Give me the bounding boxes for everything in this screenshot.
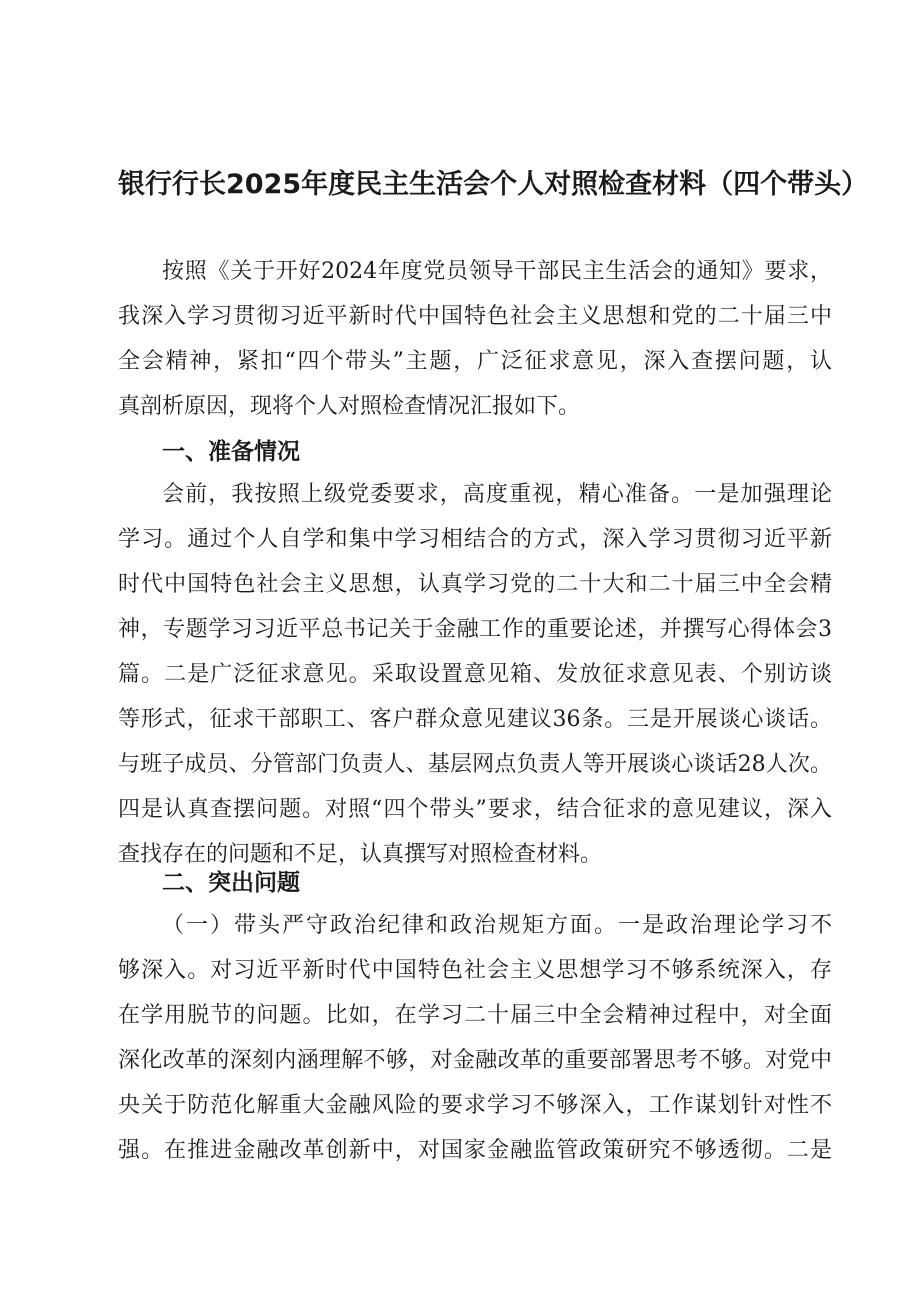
paragraph-line: 会前，我按照上级党委要求，高度重视，精心准备。一是加强理论 <box>162 482 832 507</box>
paragraph-line: 四是认真查摆问题。对照“四个带头”要求，结合征求的意见建议，深入 <box>118 797 832 822</box>
paragraph-line: 等形式，征求干部职工、客户群众意见建议36条。三是开展谈心谈话。 <box>118 707 832 732</box>
paragraph-line: 时代中国特色社会主义思想，认真学习党的二十大和二十届三中全会精 <box>118 572 832 597</box>
paragraph-line: （一）带头严守政治纪律和政治规矩方面。一是政治理论学习不 <box>162 913 832 938</box>
paragraph-line: 查找存在的问题和不足，认真撰写对照检查材料。 <box>118 842 603 867</box>
paragraph-line: 强。在推进金融改革创新中，对国家金融监管政策研究不够透彻。二是 <box>118 1138 832 1163</box>
paragraph-line: 与班子成员、分管部门负责人、基层网点负责人等开展谈心谈话28人次。 <box>118 752 832 777</box>
paragraph-line: 我深入学习贯彻习近平新时代中国特色社会主义思想和党的二十届三中 <box>118 304 832 329</box>
paragraph-line: 按照《关于开好2024年度党员领导干部民主生活会的通知》要求， <box>162 259 832 284</box>
paragraph-line: 央关于防范化解重大金融风险的要求学习不够深入，工作谋划针对性不 <box>118 1093 832 1118</box>
paragraph-line: 篇。二是广泛征求意见。采取设置意见箱、发放征求意见表、个别访谈 <box>118 662 832 687</box>
paragraph-line: 全会精神，紧扣“四个带头”主题，广泛征求意见，深入查摆问题，认 <box>118 349 832 374</box>
paragraph-line: 神，专题学习习近平总书记关于金融工作的重要论述，并撰写心得体会3 <box>118 617 832 642</box>
document-title: 银行行长2025年度民主生活会个人对照检查材料（四个带头） <box>118 169 869 200</box>
paragraph-line: 够深入。对习近平新时代中国特色社会主义思想学习不够系统深入，存 <box>118 958 832 983</box>
paragraph-line: 真剖析原因，现将个人对照检查情况汇报如下。 <box>118 394 581 419</box>
section-heading-issues: 二、突出问题 <box>162 870 300 896</box>
paragraph-line: 在学用脱节的问题。比如，在学习二十届三中全会精神过程中，对全面 <box>118 1003 832 1028</box>
paragraph-line: 学习。通过个人自学和集中学习相结合的方式，深入学习贯彻习近平新 <box>118 527 832 552</box>
paragraph-line: 深化改革的深刻内涵理解不够，对金融改革的重要部署思考不够。对党中 <box>118 1048 832 1073</box>
section-heading-preparation: 一、准备情况 <box>162 439 300 465</box>
